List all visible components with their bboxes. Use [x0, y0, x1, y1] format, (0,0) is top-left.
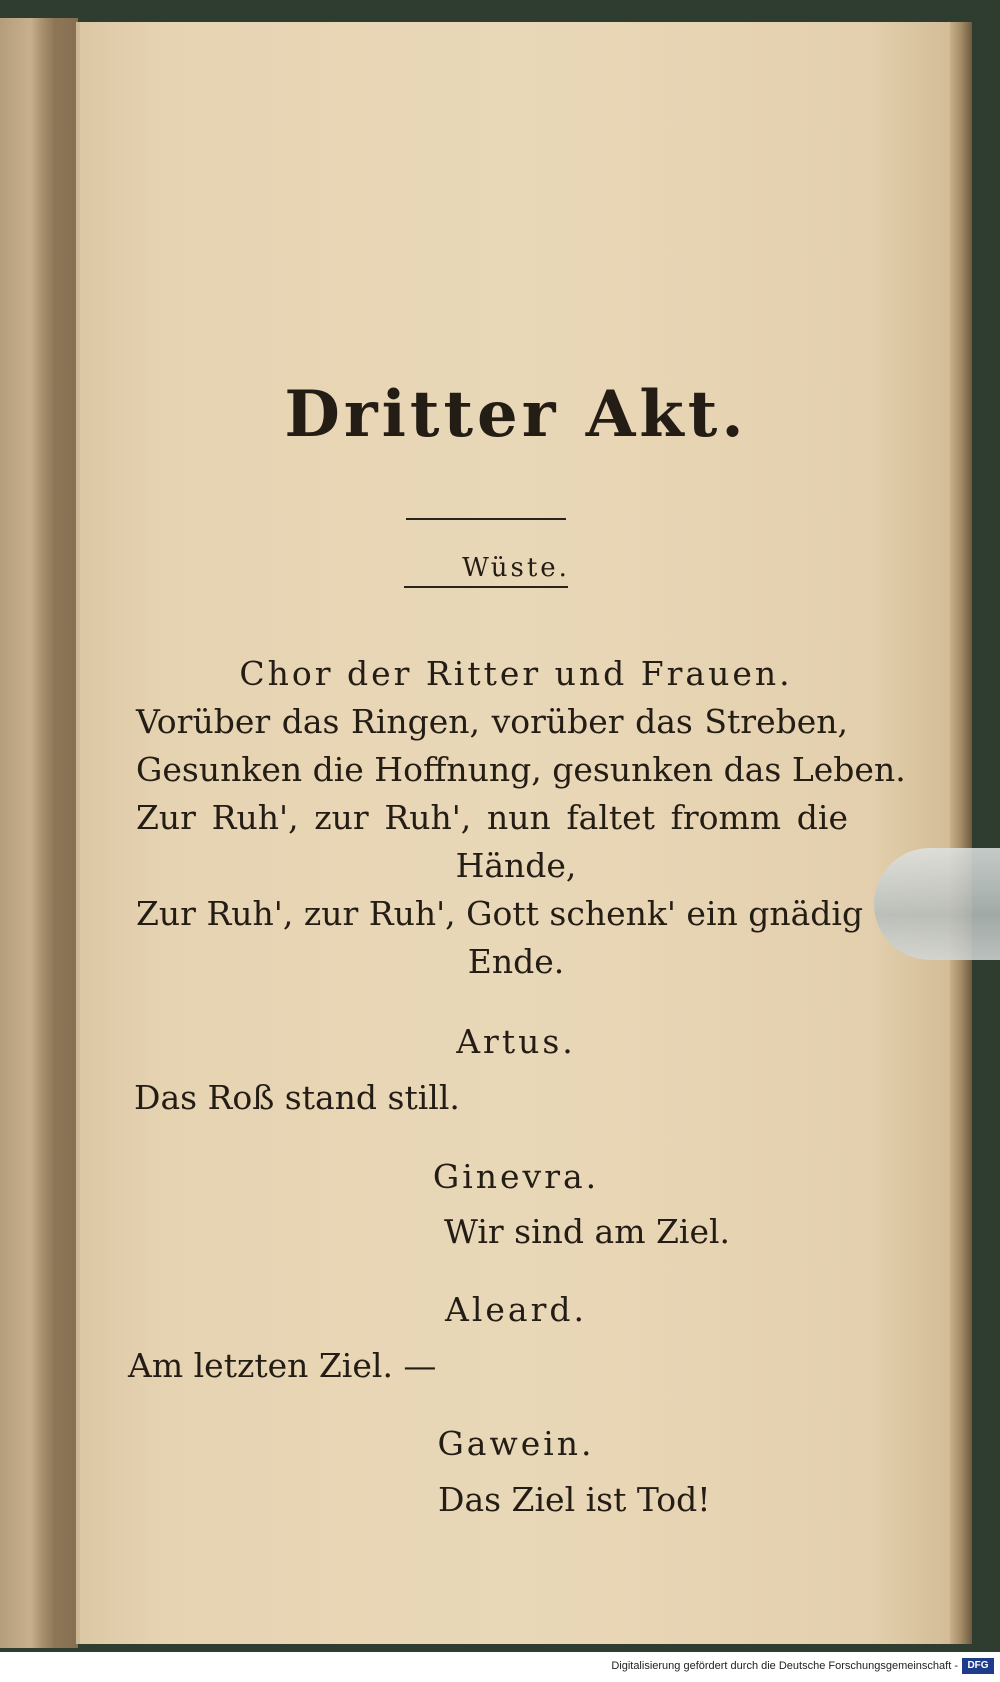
dialogue-line: Das Roß stand still.	[134, 1078, 460, 1117]
chorus-line: Hände,	[455, 846, 577, 885]
dfg-logo: DFG	[962, 1658, 994, 1674]
dialogue-line: Das Ziel ist Tod!	[438, 1480, 711, 1519]
book-gutter	[30, 18, 80, 1648]
speaker-aleard: Aleard.	[445, 1290, 587, 1329]
speaker-gawein: Gawein.	[437, 1424, 595, 1463]
act-title: Dritter Akt.	[284, 377, 748, 452]
chorus-line: Zur Ruh', zur Ruh', nun faltet fromm die	[136, 798, 848, 837]
bookmark-clip	[874, 848, 1000, 960]
dialogue-line: Am letzten Ziel. —	[128, 1346, 437, 1385]
dialogue-line: Wir sind am Ziel.	[444, 1212, 731, 1251]
chorus-line: Zur Ruh', zur Ruh', Gott schenk' ein gnädig	[136, 894, 864, 933]
divider-rule-top	[406, 518, 566, 520]
speaker-artus: Artus.	[456, 1022, 576, 1061]
chorus-line: Vorüber das Ringen, vorüber das Streben,	[136, 702, 848, 741]
divider-rule-bottom	[404, 586, 568, 588]
funding-credit: Digitalisierung gefördert durch die Deutsche Forschungsgemeinschaft -	[611, 1660, 958, 1672]
speaker-ginevra: Ginevra.	[432, 1157, 600, 1196]
speaker-chorus: Chor der Ritter und Frauen.	[239, 654, 793, 693]
footer-bar	[0, 1652, 1000, 1682]
chorus-line: Ende.	[467, 942, 565, 981]
chorus-line: Gesunken die Hoffnung, gesunken das Leben.	[136, 750, 906, 789]
scene-setting: Wüste.	[462, 553, 570, 583]
page-content	[76, 22, 956, 1644]
